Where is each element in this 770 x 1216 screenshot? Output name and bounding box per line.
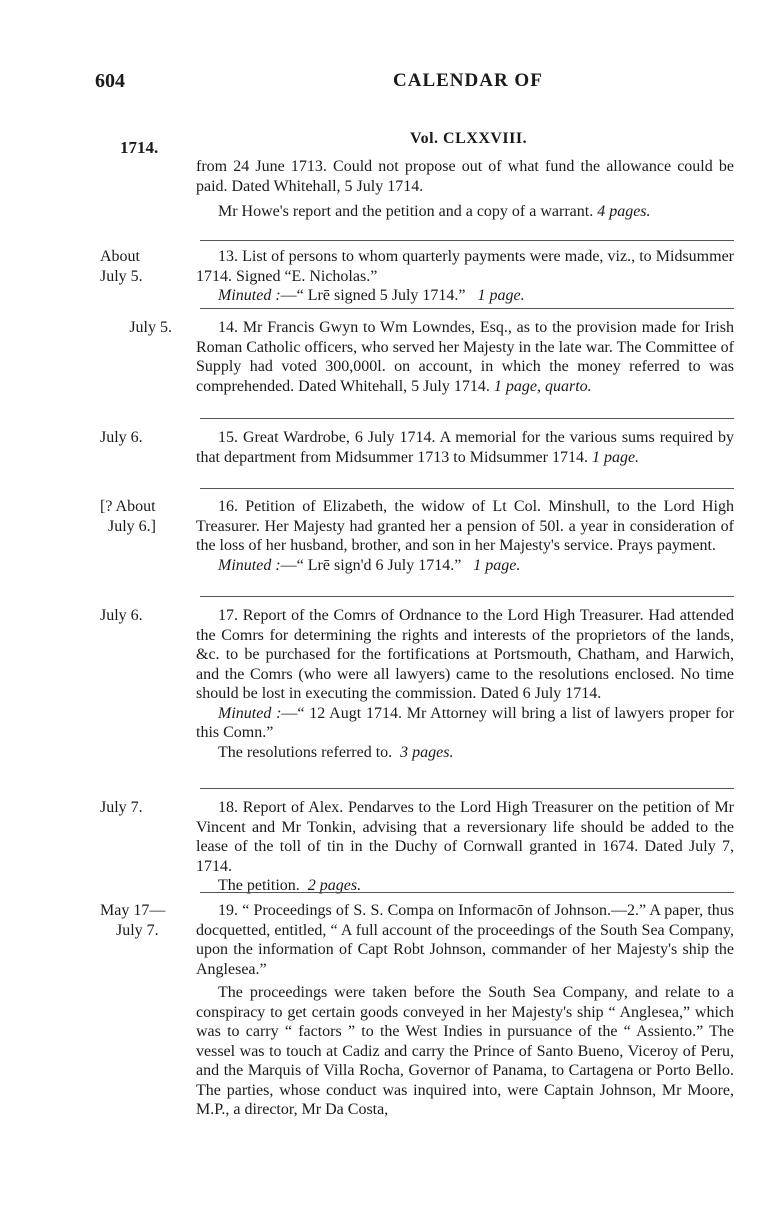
entry-minute: Minuted :—“ 12 Augt 1714. Mr Attorney will bring a list of lawyers proper for this Comn.” <box>196 704 734 741</box>
entry-minute: Minuted :—“ Lrē sign'd 6 July 1714.” 1 page. <box>218 556 521 574</box>
entry-divider <box>200 596 734 597</box>
entry-divider <box>200 308 734 309</box>
entry-date: [? About July 6.] <box>100 498 156 535</box>
entry-continuation: The proceedings were taken before the South Sea Company, and relate to a conspiracy to get certain goods conveyed in her Majesty's ship “ Anglesea,” which was to carry “ factors ” to the West Indies in pursuance of the “ Assiento.” The vessel was to touch at Cadiz and carry the Prince of Santo Bueno, Viceroy of Peru, and the Marquis of Villa Rocha, Governor of Panama, to Cartagena or Porto Bello. The parties, whose conduct was inquired into, were Captain Johnson, Mr Moore, M.P., a director, Mr Da Costa, <box>196 984 734 1118</box>
entry-enclosure: The petition. 2 pages. <box>218 877 362 894</box>
continuation-text: from 24 June 1713. Could not propose out of what fund the allowance could be paid. Dated Whitehall, 5 July 1714. <box>196 158 734 195</box>
entry-18 <box>196 798 734 896</box>
entry-text: 16. Petition of Elizabeth, the widow of Lt Col. Minshull, to the Lord High Treasurer. Her Majesty had granted her a pension of 50l. a year in consideration of the loss of her husband, brother, and son in her Majesty's service. Prays payment. <box>196 498 734 554</box>
entry-divider <box>200 788 734 789</box>
entry-text: 18. Report of Alex. Pendarves to the Lord High Treasurer on the petition of Mr Vincent and Mr Tonkin, advising that a reversionary life should be added to the lease of the toll of tin in the Duchy of Cornwall granted in 1674. Dated July 7, 1714. <box>196 799 734 875</box>
entry-date: July 6. <box>100 607 143 624</box>
entry-divider <box>200 488 734 489</box>
entry-date: July 7. <box>100 799 143 816</box>
entry-divider <box>200 240 734 241</box>
entry-date: About July 5. <box>100 248 143 285</box>
entry-text: 19. “ Proceedings of S. S. Compa on Informacōn of Johnson.—2.” A paper, thus docquetted, entitled, “ A full account of the proceedings of the South Sea Company, upon the information of Capt Robt Johnson, commander of her Majesty's ship the Anglesea.” <box>196 902 734 978</box>
entry-text: 13. List of persons to whom quarterly payments were made, viz., to Midsummer 1714. Signed “E. Nicholas.” <box>196 248 734 285</box>
year-label: 1714. <box>120 138 159 157</box>
running-head: CALENDAR OF <box>393 70 543 91</box>
entry-16 <box>196 497 734 575</box>
entry-14 <box>196 318 734 396</box>
continuation-enclosure: Mr Howe's report and the petition and a copy of a warrant. 4 pages. <box>218 203 651 220</box>
continuation-block <box>196 157 734 222</box>
entry-text: 17. Report of the Comrs of Ordnance to the Lord High Treasurer. Had attended the Comrs for determining the rights and interests of the proprietors of the lands, &c. to be purchased for the fortifications at Portsmouth, Chatham, and Harwich, and the Comrs (who were all lawyers) came to the resolutions enclosed. No time should be lost in executing the commission. Dated 6 July 1714. <box>196 607 734 702</box>
entry-enclosure: The resolutions referred to. 3 pages. <box>218 743 454 761</box>
entry-minute: Minuted :—“ Lrē signed 5 July 1714.” 1 page. <box>218 287 525 304</box>
entry-text: 14. Mr Francis Gwyn to Wm Lowndes, Esq., as to the provision made for Irish Roman Catholic officers, who served her Majesty in the late war. The Committee of Supply had voted 300,000l. on account, in which the money referred to was comprehended. Dated Whitehall, 5 July 1714. 1 page, quarto. <box>196 319 734 395</box>
entry-text: 15. Great Wardrobe, 6 July 1714. A memorial for the various sums required by that department from Midsummer 1713 to Midsummer 1714. 1 page. <box>196 429 734 466</box>
entry-date: July 6. <box>100 429 143 446</box>
entry-19 <box>196 901 734 1120</box>
page-number: 604 <box>95 70 125 92</box>
volume-label: Vol. CLXXVIII. <box>410 130 528 147</box>
entry-date: July 5. <box>129 319 172 336</box>
entry-15 <box>196 428 734 467</box>
entry-divider <box>200 418 734 419</box>
entry-date: May 17— July 7. <box>100 902 166 939</box>
entry-divider <box>200 892 734 893</box>
entry-13 <box>196 247 734 306</box>
entry-17 <box>196 606 734 762</box>
